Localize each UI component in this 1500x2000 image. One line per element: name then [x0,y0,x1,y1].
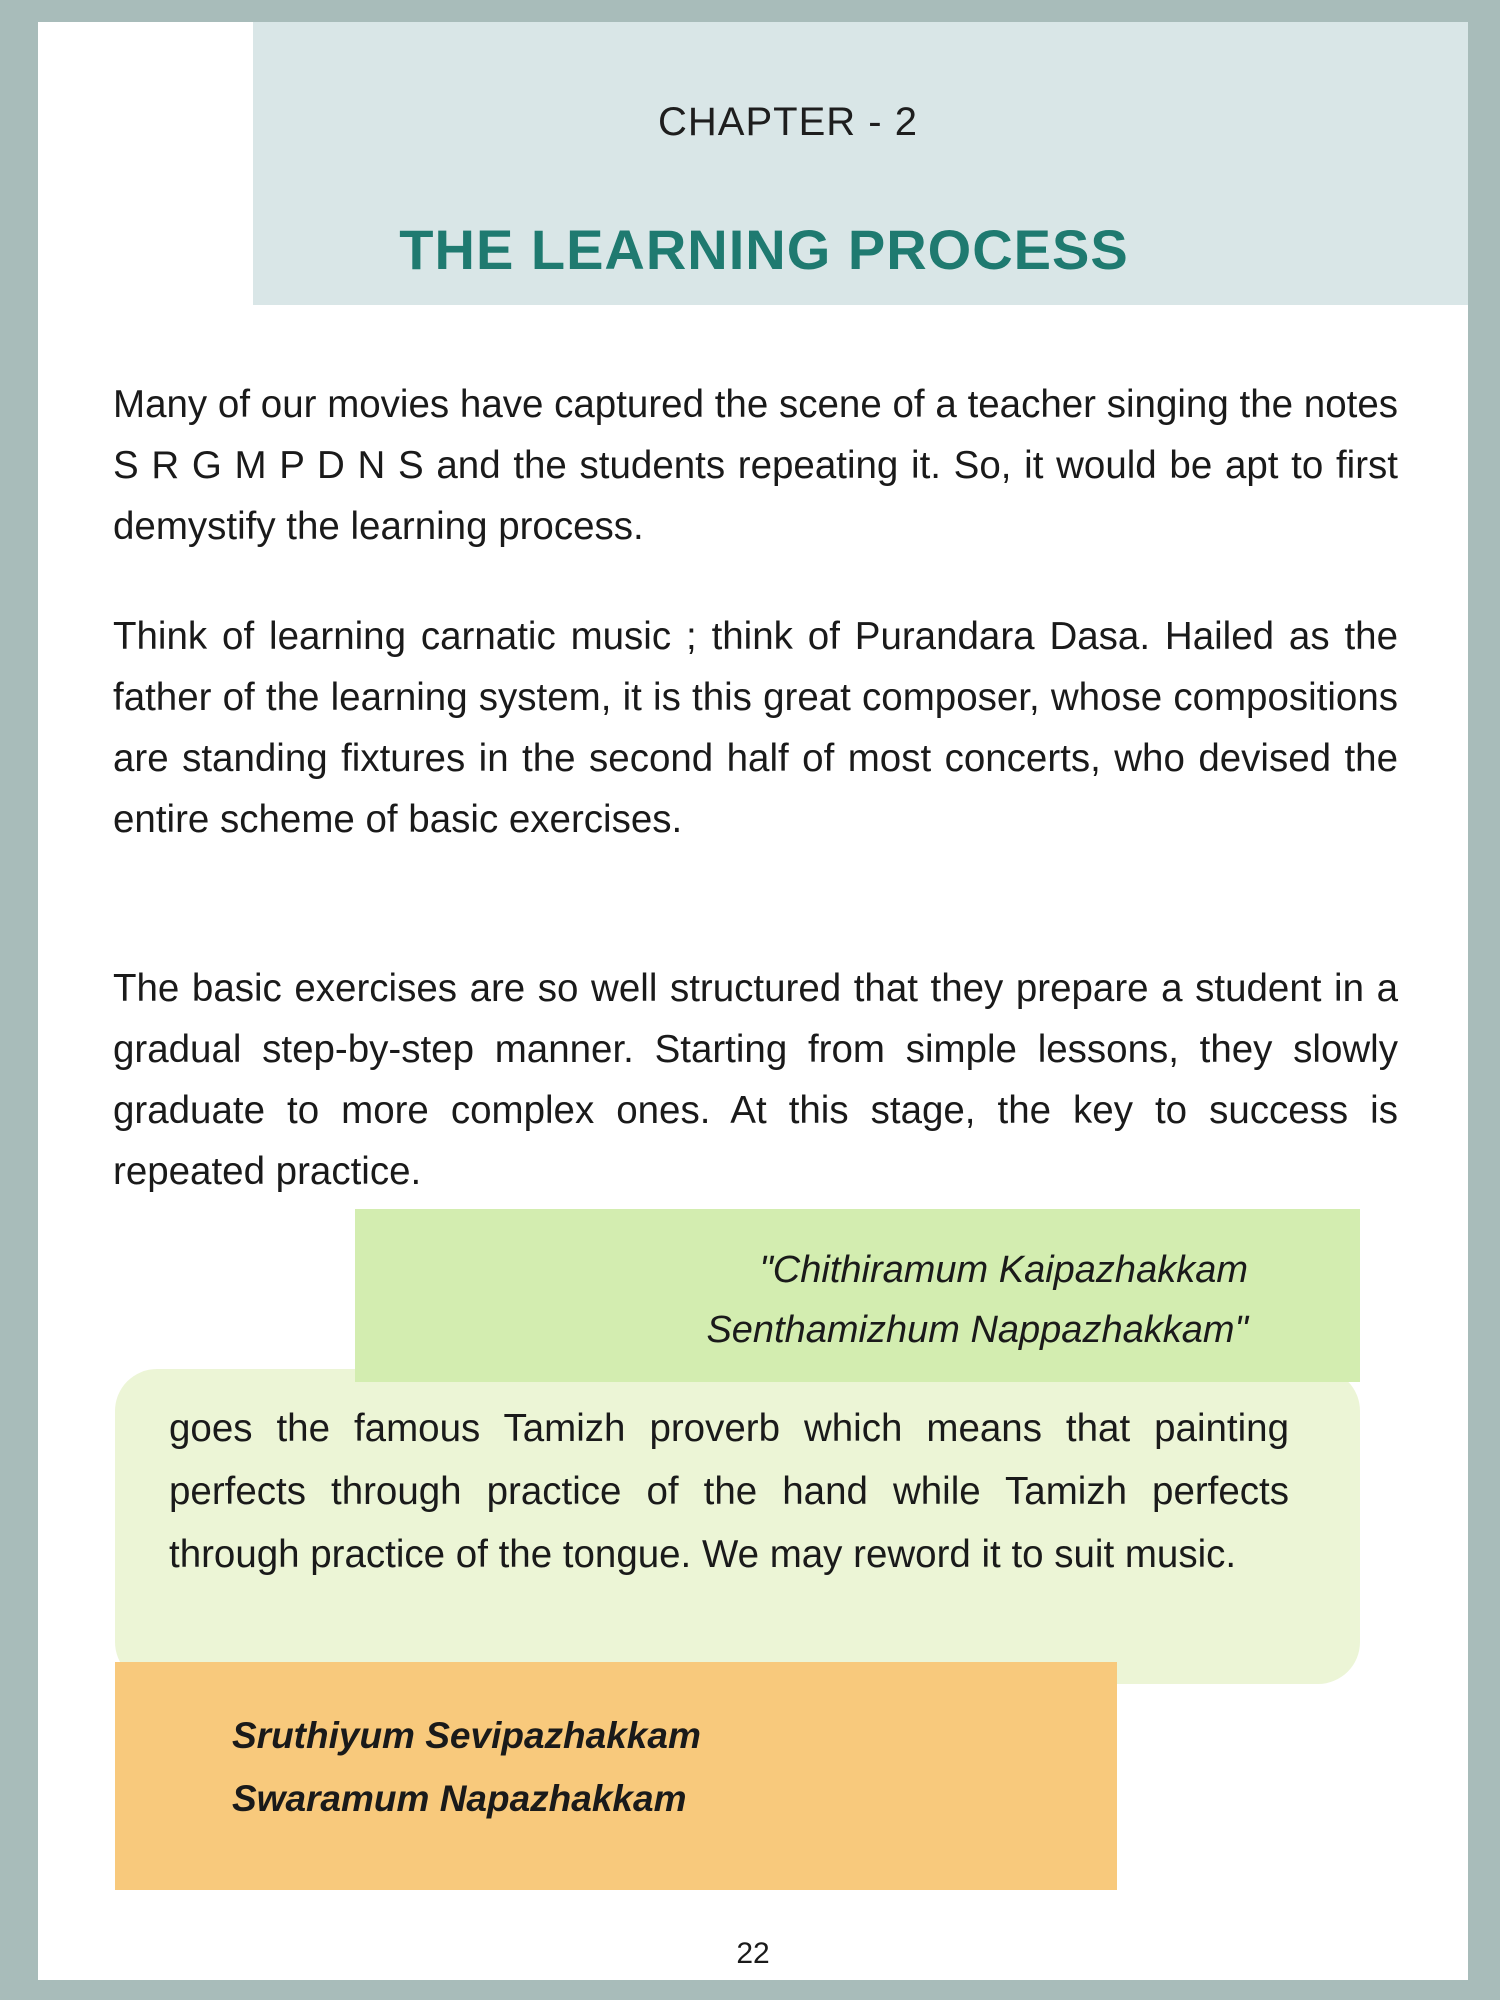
music-saying-line-2: Swaramum Napazhakkam [232,1778,687,1819]
paragraph-purandara-dasa: Think of learning carnatic music ; think of Purandara Dasa. Hailed as the father of the learning system, it is this great composer, whose compositions are standing fixtures in the second half of most concerts, who devised the entire scheme of basic exercises. [113,615,1398,841]
proverb-line-1: "Chithiramum Kaipazhakkam [759,1249,1248,1291]
proverb-box [355,1209,1360,1382]
paragraph-movies: Many of our movies have captured the scene of a teacher singing the notes S R G M P D N S and the students repeating it. So, it would be apt to first demystify the learning process. [113,383,1398,548]
chapter-label: CHAPTER - 2 [658,100,918,144]
proverb-line-2: Senthamizhum Nappazhakkam" [706,1309,1248,1351]
page-number: 22 [736,1937,770,1970]
paragraph-basic-exercises: The basic exercises are so well structured that they prepare a student in a gradual step-by-step manner. Starting from simple lessons, they slowly graduate to more complex ones. At this stage, the key to success is repeated practice. [113,967,1398,1193]
music-saying-line-1: Sruthiyum Sevipazhakkam [232,1715,701,1756]
explanation-box [115,1369,1360,1684]
chapter-title: THE LEARNING PROCESS [399,218,1129,281]
explanation-text: goes the famous Tamizh proverb which means that painting perfects through practice of the hand while Tamizh perfects through practice of the tongue. We may reword it to suit music. [169,1407,1289,1576]
book-page [38,22,1468,1980]
music-saying-box [115,1662,1117,1890]
